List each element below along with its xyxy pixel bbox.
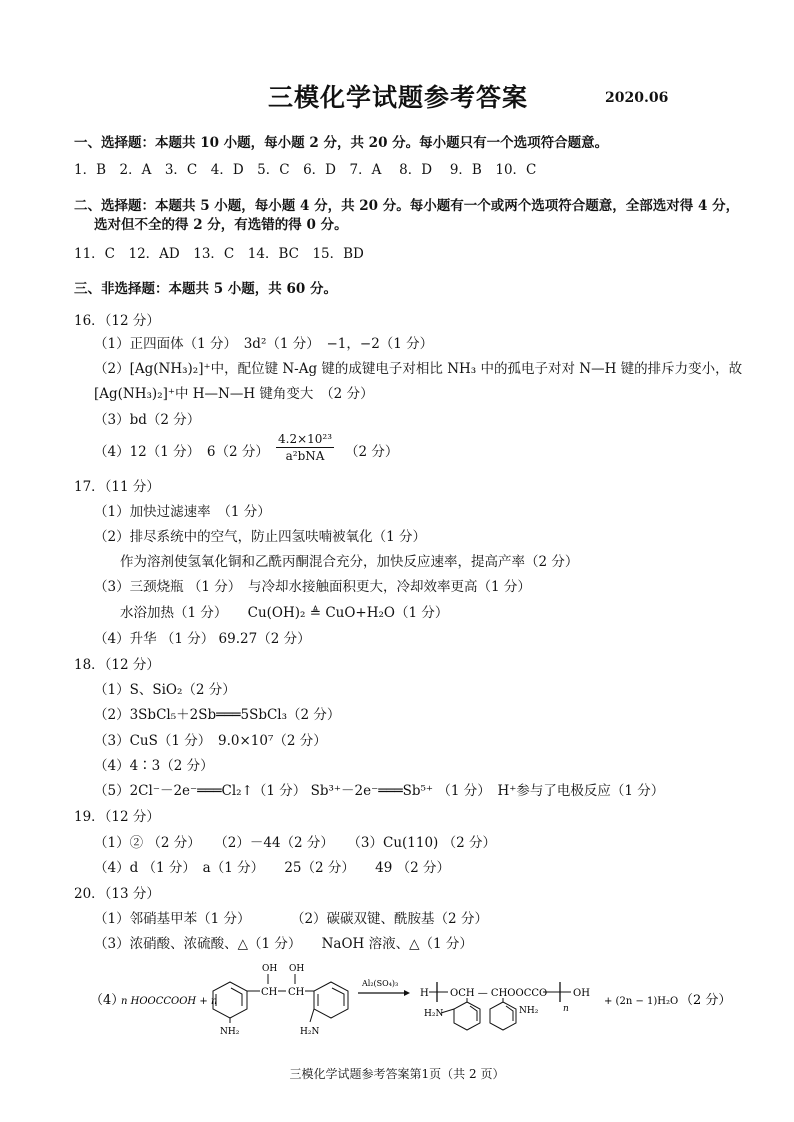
q16-part2-line2: [Ag(NH₃)₂]⁺中 H—N—H 键角变大 （2 分）	[94, 386, 374, 402]
q17-part2-line2: 作为溶剂使氢氧化铜和乙酰丙酮混合充分，加快反应速率，提高产率（2 分）	[120, 554, 579, 570]
q16-part4: （4）12（1 分） 6（2 分）	[94, 444, 269, 460]
q20-parts1-2: （1）邻硝基甲苯（1 分） （2）碳碳双键、酰胺基（2 分）	[94, 911, 488, 927]
fraction-denominator: a²bNA	[285, 449, 325, 463]
section1-answers: 1．B 2．A 3．C 4．D 5．C 6．D 7．A 8．D 9．B 10．C	[74, 162, 537, 178]
q20-part3: （3）浓硝酸、浓硫酸、△（1 分） NaOH 溶液、△（1 分）	[94, 936, 473, 952]
q16-part1: （1）正四面体（1 分） 3d²（1 分） −1，−2（1 分）	[94, 336, 434, 352]
polymer-end-h: H	[420, 988, 429, 999]
page-title: 三模化学试题参考答案	[268, 83, 529, 112]
methine-1: CH	[261, 987, 278, 998]
equation-part-label: （4）	[90, 993, 125, 1008]
catalyst-label: Al₂(SO₄)₃	[362, 979, 399, 988]
product-ring-left	[454, 1002, 480, 1030]
section3-heading: 三、非选择题：本题共 5 小题，共 60 分。	[74, 281, 337, 297]
fraction-numerator: 4.2×10²³	[278, 432, 333, 446]
polymer-repeat-unit: OCH — CHOOCCO	[450, 988, 548, 999]
hydroxyl-group-1: OH	[262, 964, 278, 974]
q20-heading: 20．（13 分）	[74, 886, 160, 902]
product-amino-right: NH₂	[519, 1006, 539, 1016]
q16-part2-line1: （2）[Ag(NH₃)₂]⁺中，配位键 N-Ag 键的成键电子对相比 NH₃ 中的孤电子对对 N—H 键的排斥力变小，故	[94, 361, 743, 377]
product-ring-right	[490, 1002, 516, 1030]
q18-part5: （5）2Cl⁻－2e⁻═══Cl₂↑（1 分） Sb³⁺－2e⁻═══Sb⁵⁺ （1 分） H⁺参与了电极反应（1 分）	[94, 783, 665, 799]
q18-part2: （2）3SbCl₅＋2Sb═══5SbCl₃（2 分）	[94, 707, 341, 723]
q16-density-fraction	[276, 432, 334, 463]
equation-score: （2 分）	[680, 993, 732, 1008]
q19-heading: 19．（12 分）	[74, 809, 160, 825]
q20-reaction-equation	[0, 960, 794, 1040]
benzene-ring-right	[314, 982, 348, 1018]
q17-part1: （1）加快过滤速率 （1 分）	[94, 504, 271, 520]
amino-group-right: H₂N	[300, 1027, 320, 1037]
benzene-ring-left	[213, 982, 247, 1018]
methine-2: CH	[288, 987, 305, 998]
q19-part4: （4）d （1 分） a（1 分） 25（2 分） 49 （2 分）	[94, 860, 450, 876]
hydroxyl-group-2: OH	[289, 964, 305, 974]
section1-heading: 一、选择题：本题共 10 小题，每小题 2 分，共 20 分。每小题只有一个选项符合题意。	[74, 135, 609, 151]
section2-answers: 11．C 12．AD 13．C 14．BC 15．BD	[74, 246, 364, 262]
q18-part3: （3）CuS（1 分） 9.0×10⁷（2 分）	[94, 733, 327, 749]
page-footer: 三模化学试题参考答案第1页（共 2 页）	[289, 1067, 505, 1081]
section2-heading-line1: 二、选择题：本题共 5 小题，每小题 4 分，共 20 分。每小题有一个或两个选项符合题意，全部选对得 4 分，	[74, 198, 740, 214]
q16-part3: （3）bd（2 分）	[94, 412, 201, 428]
exam-date: 2020.06	[605, 90, 669, 106]
q17-heading: 17．（11 分）	[74, 479, 160, 495]
product-amino-left: H₂N	[424, 1009, 444, 1019]
q17-part3-line2: 水浴加热（1 分） Cu(OH)₂ ≜ CuO+H₂O（1 分）	[120, 605, 449, 621]
q16-part4-score: （2 分）	[345, 444, 399, 460]
q19-parts1-3: （1）② （2 分） （2）－44（2 分） （3）Cu(110) （2 分）	[94, 835, 496, 851]
q18-heading: 18．（12 分）	[74, 657, 160, 673]
section2-heading-line2: 选对但不全的得 2 分，有选错的得 0 分。	[94, 217, 348, 233]
amino-group-left: NH₂	[220, 1027, 240, 1037]
water-byproduct: + (2n − 1)H₂O	[604, 996, 679, 1007]
q18-part4: （4）4∶3（2 分）	[94, 758, 214, 774]
polymer-degree-n: n	[563, 1004, 569, 1014]
q18-part1: （1）S、SiO₂（2 分）	[94, 682, 236, 698]
q17-part2-line1: （2）排尽系统中的空气，防止四氢呋喃被氧化（1 分）	[94, 529, 426, 545]
q17-part4: （4）升华 （1 分） 69.27（2 分）	[94, 631, 311, 647]
polymer-end-oh: OH	[573, 988, 590, 999]
q16-heading: 16．（12 分）	[74, 313, 160, 329]
q17-part3-line1: （3）三颈烧瓶 （1 分） 与冷却水接触面积更大，冷却效率更高（1 分）	[94, 579, 531, 595]
reactant-oxalic-acid: n HOOCCOOH + n	[121, 996, 218, 1007]
